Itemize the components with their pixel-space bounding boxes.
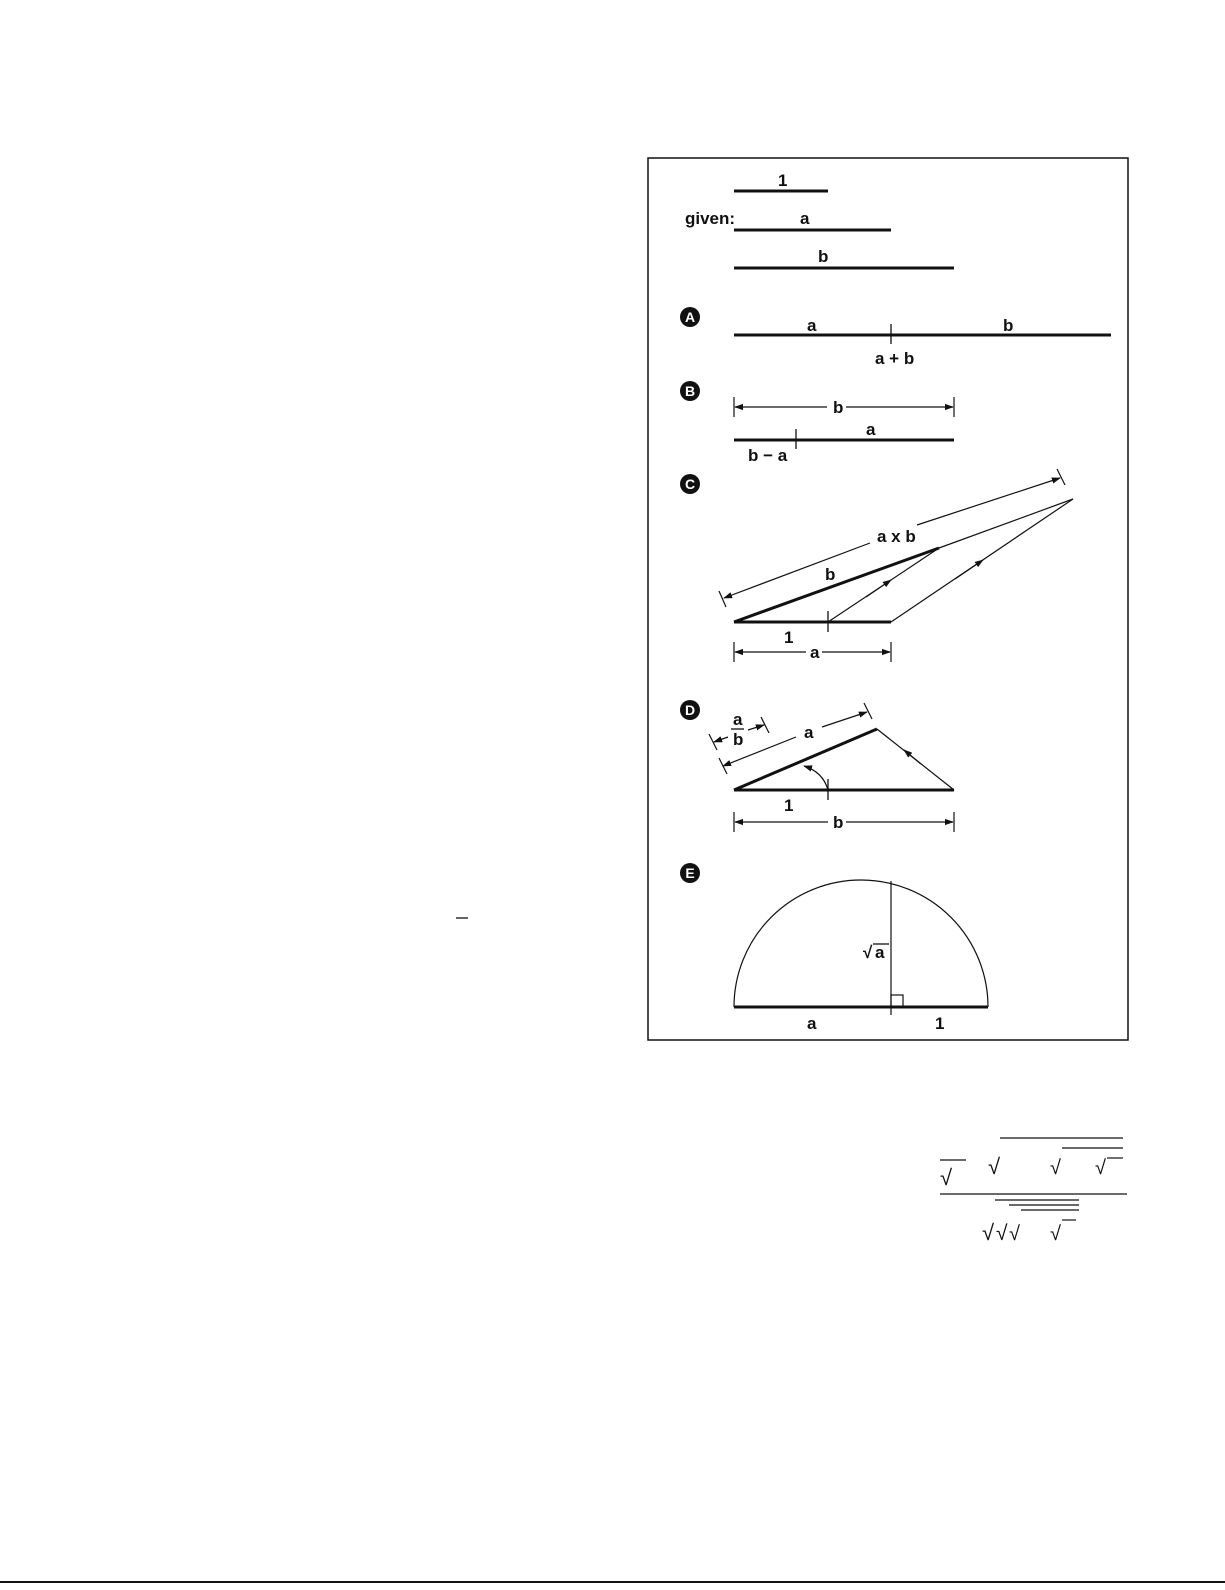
panel-a	[680, 307, 1111, 368]
a-segment-label: a	[800, 209, 810, 228]
given-segments	[685, 171, 954, 268]
sqrt-argument: a	[875, 943, 885, 962]
panel-b-b-label: b	[833, 398, 844, 417]
panel-e-one-label: 1	[935, 1014, 945, 1033]
panel-e-badge-letter: E	[685, 865, 695, 881]
panel-d-badge-letter: D	[684, 702, 696, 718]
panel-c-a-label: a	[810, 643, 820, 662]
panel-c-one-label: 1	[784, 628, 794, 647]
panel-c-badge-letter: C	[684, 476, 696, 492]
panel-a-badge-letter: A	[684, 309, 696, 325]
fraction-denominator: b	[733, 730, 744, 749]
given-caption: given:	[685, 209, 736, 228]
panel-d-b-label: b	[833, 813, 844, 832]
d-a-dim-right-tick	[864, 703, 872, 719]
radical-sign-3: √	[1050, 1157, 1061, 1179]
panel-b	[680, 381, 954, 465]
radical-sign-4: √	[1095, 1157, 1106, 1179]
ab-dim-arrow-left	[714, 737, 728, 742]
sqrt-radical: √	[863, 943, 873, 962]
radical-sign-7: √	[1009, 1223, 1020, 1245]
unit-segment-label: 1	[778, 171, 788, 190]
d-a-dim-arrow-right	[822, 712, 867, 727]
product-dim-arrow-left	[724, 543, 870, 598]
difference-label: b − a	[748, 446, 788, 465]
panel-e	[680, 863, 988, 1033]
c-extended-line	[939, 499, 1073, 548]
b-segment-label: b	[818, 247, 829, 266]
radical-sign-6: √	[996, 1222, 1008, 1245]
product-label: a x b	[877, 527, 916, 546]
right-angle-mark	[891, 995, 903, 1007]
ab-dim-arrow-right	[748, 725, 764, 730]
panel-a-b-label: b	[1003, 316, 1014, 335]
panel-d-one-label: 1	[784, 796, 794, 815]
c-parallel-long-arrow	[955, 560, 983, 579]
c-parallel-short-arrow	[866, 580, 891, 597]
d-connector-arrow	[904, 750, 921, 764]
panel-e-a-label: a	[807, 1014, 817, 1033]
sum-label: a + b	[875, 349, 915, 368]
panel-b-a-label: a	[866, 420, 876, 439]
radical-sign-2: √	[988, 1154, 1001, 1179]
panel-d-a-label: a	[804, 723, 814, 742]
product-dim-arrow-right	[917, 478, 1060, 525]
panel-c	[680, 469, 1073, 662]
radical-sign-5: √	[982, 1220, 995, 1245]
panel-a-a-label: a	[807, 316, 817, 335]
fraction-numerator: a	[733, 710, 743, 729]
radical-sign-1: √	[940, 1165, 953, 1190]
nested-radical-expression	[940, 1138, 1127, 1245]
panel-c-b-label: b	[825, 565, 836, 584]
d-parallel-arc	[804, 766, 828, 790]
product-dim-left-tick	[719, 591, 726, 607]
panel-d	[680, 700, 954, 832]
figure-frame	[648, 158, 1128, 1040]
ab-dim-left-tick	[709, 734, 717, 750]
radical-sign-8: √	[1050, 1223, 1061, 1245]
product-dim-right-tick	[1057, 469, 1065, 485]
panel-b-badge-letter: B	[684, 383, 696, 399]
semicircle-arc	[734, 880, 988, 1007]
